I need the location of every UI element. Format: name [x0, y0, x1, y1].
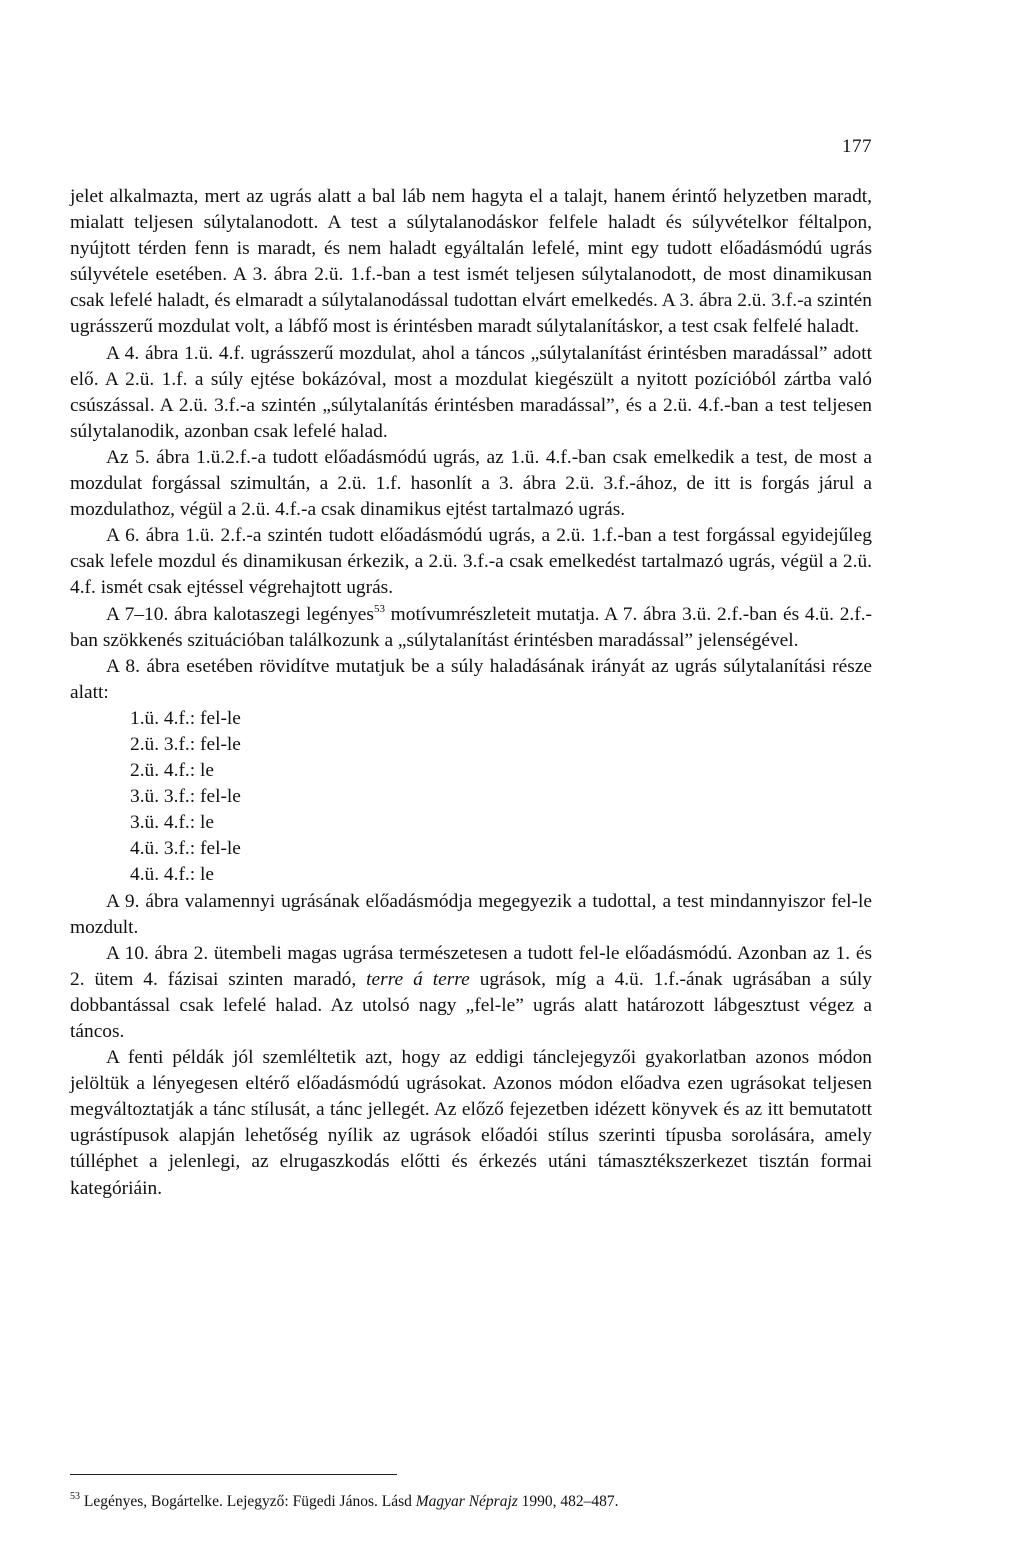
italic-term: terre á terre: [366, 968, 470, 990]
list-item: 2.ü. 3.f.: fel-le: [130, 733, 241, 755]
list-item: 4.ü. 3.f.: fel-le: [130, 838, 241, 860]
footnote-divider: [70, 1474, 397, 1475]
list-item: 2.ü. 4.f.: le: [130, 760, 215, 782]
paragraph-figure-10: [70, 941, 872, 1045]
paragraph-text: motívumrészleteit mutatja. A 7. ábra 3.ü. 2.f.-ban és 4.ü. 2.f.-ban szökkenés szituációban találkozunk a „súlytalanítást érintésben maradással” jelenségével.: [70, 603, 872, 651]
list-item: 3.ü. 4.f.: le: [130, 812, 215, 834]
footnote: [70, 1492, 870, 1512]
weight-direction-list: [70, 706, 872, 889]
paragraph-text: A 7–10. ábra kalotaszegi legényes: [106, 603, 374, 625]
footnote-text: 1990, 482–487.: [517, 1493, 619, 1510]
footnote-number: 53: [70, 1491, 80, 1502]
body-text: [70, 184, 872, 1202]
paragraph-text: ugrások, míg a 4.ü. 1.f.-ának ugrásában a súly dobbantással csak lefelé halad. Az utolsó nagy „fel-le” ugrás alatt határozott lábgesztust végez a táncos.: [70, 968, 872, 1042]
page-number: 177: [842, 136, 872, 157]
paragraph-figure-5: Az 5. ábra 1.ü.2.f.-a tudott előadásmódú ugrás, az 1.ü. 4.f.-ban csak emelkedik a test, de most a mozdulat forgással szimultán, a 2.ü. 1.f. hasonlít a 3. ábra 2.ü. 3.f.-ához, de itt is forgás járul a mozdulathoz, végül a 2.ü. 4.f.-a csak dinamikus ejtést tartalmazó ugrás.: [70, 446, 872, 521]
paragraph-conclusion: A fenti példák jól szemléltetik azt, hogy az eddigi tánclejegyzői gyakorlatban azonos módon jelöltük a lényegesen eltérő előadásmódú ugrásokat. Azonos módon előadva ezen ugrásokat teljesen megváltoztatják a tánc stílusát, a tánc jellegét. Az előző fejezetben idézett könyvek és az itt bemutatott ugrástípusok alapján lehetőség nyílik az ugrások előadói stílus szerinti típusba sorolására, amely túlléphet a jelenlegi, az elrugaszkodás előtti és érkezés utáni támasztékszerkezet tisztán formai kategóriáin.: [70, 1047, 872, 1199]
list-item: 1.ü. 4.f.: fel-le: [130, 707, 241, 729]
paragraph-figure-8: A 8. ábra esetében rövidítve mutatjuk be a súly haladásának irányát az ugrás súlytalanítási része alatt:: [70, 655, 872, 703]
paragraph-figure-4: A 4. ábra 1.ü. 4.f. ugrásszerű mozdulat, ahol a táncos „súlytalanítást érintésben maradással” adott elő. A 2.ü. 1.f. a súly ejtése bokázóval, most a mozdulat kiegészült a nyitott pozícióból zártba való csúszással. A 2.ü. 3.f.-a szintén „súlytalanítás érintésben maradással”, és a 2.ü. 4.f.-ban a test teljesen súlytalanodik, azonban csak lefelé halad.: [70, 342, 872, 442]
footnote-source-title: Magyar Néprajz: [415, 1493, 518, 1510]
paragraph-text: A 10. ábra 2. ütembeli magas ugrása természetesen a tudott fel-le előadásmódú. Azonban az 1. és 2. ütem 4. fázisai szinten maradó,: [70, 942, 872, 990]
list-item: 4.ü. 4.f.: le: [130, 864, 215, 886]
paragraph-continued: jelet alkalmazta, mert az ugrás alatt a bal láb nem hagyta el a talajt, hanem érintő helyzetben maradt, mialatt teljesen súlytalanodott. A test a súlytalanodáskor felfele haladt és súlyvételkor féltalpon, nyújtott térden fenn is maradt, és nem haladt egyáltalán lefelé, mint egy tudott előadásmódú ugrás súlyvétele esetében. A 3. ábra 2.ü. 1.f.-ban a test ismét teljesen súlytalanodott, de most dinamikusan csak lefelé haladt, és elmaradt a súlytalanodással tudottan elvárt emelkedés. A 3. ábra 2.ü. 3.f.-a szintén ugrásszerű mozdulat volt, a lábfő most is érintésben maradt súlytalanításkor, a test csak felfelé haladt.: [70, 186, 872, 338]
footnote-text: Legényes, Bogártelke. Lejegyző: Fügedi János. Lásd: [80, 1493, 416, 1510]
paragraph-figure-6: A 6. ábra 1.ü. 2.f.-a szintén tudott előadásmódú ugrás, a 2.ü. 1.f.-ban a test forgással egyidejűleg csak lefele mozdul és dinamikusan érkezik, a 2.ü. 3.f.-a csak emelkedést tartalmazó ugrás, végül a 2.ü. 4.f. ismét csak ejtéssel végrehajtott ugrás.: [70, 525, 872, 599]
paragraph-figure-7-10: [70, 602, 872, 654]
list-item: 3.ü. 3.f.: fel-le: [130, 786, 241, 808]
footnote-reference[interactable]: 53: [373, 602, 385, 615]
paragraph-figure-9: A 9. ábra valamennyi ugrásának előadásmódja megegyezik a tudottal, a test mindannyiszor fel-le mozdult.: [70, 890, 872, 938]
